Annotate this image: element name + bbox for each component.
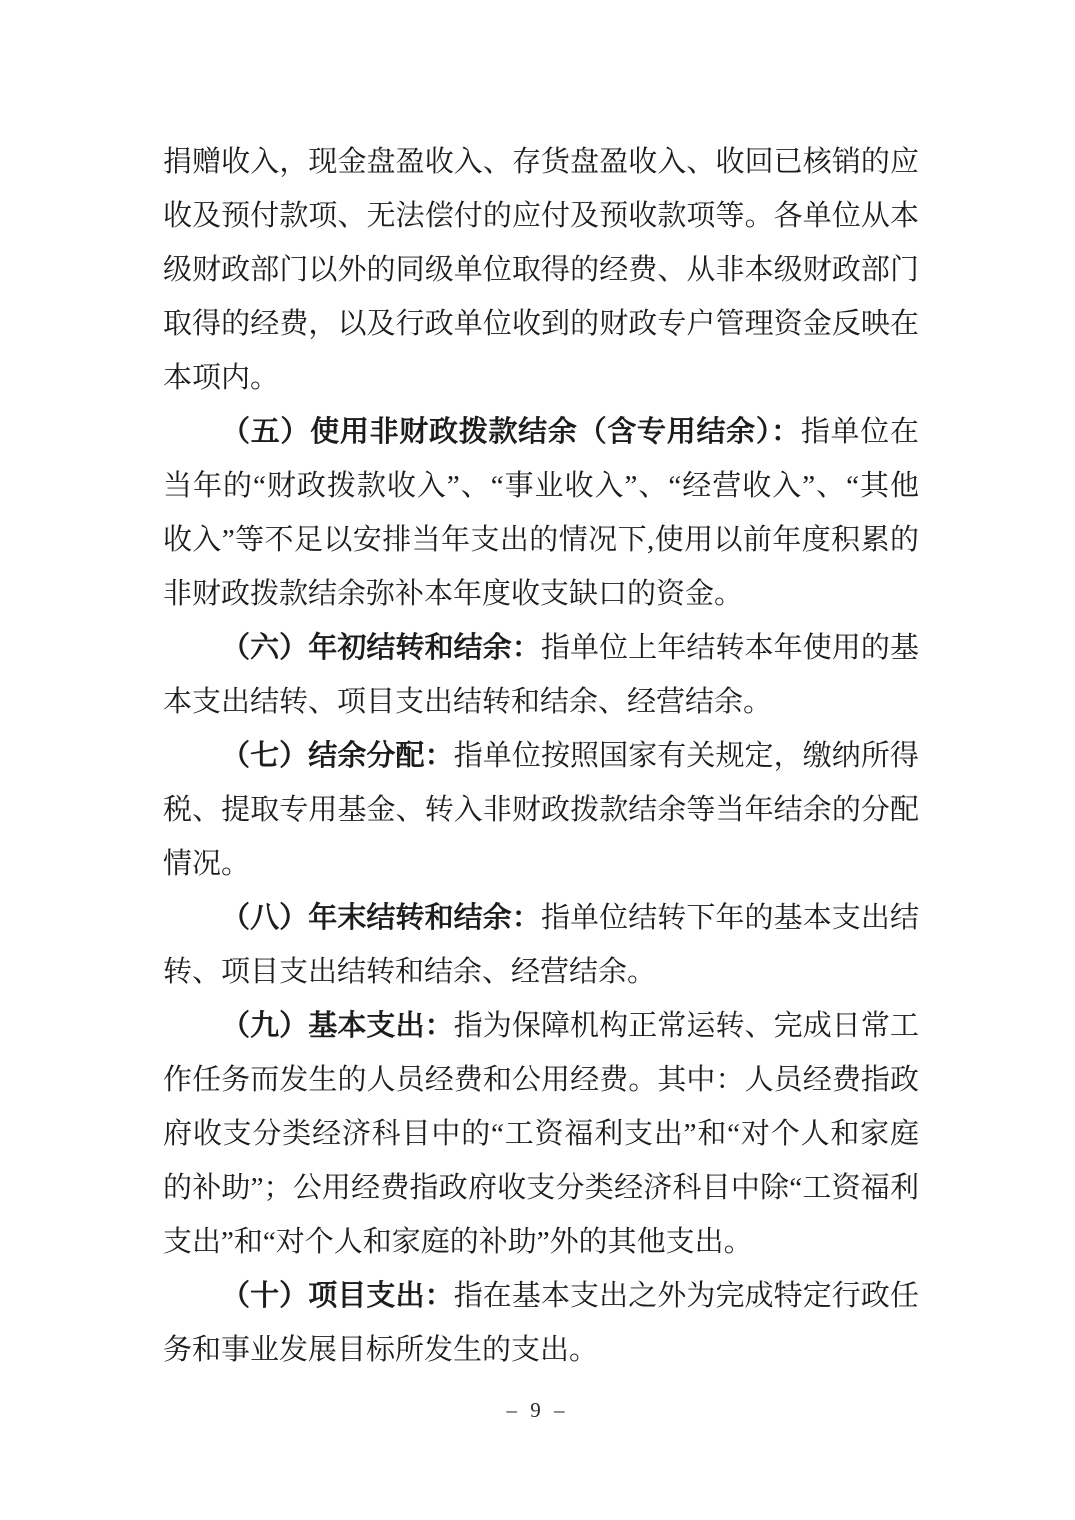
paragraph-heading: （八）年末结转和结余：: [221, 902, 541, 934]
paragraph-text: 指单位上年结转本年使用的基本支出结转、项目支出结转和结余、经营结余。: [163, 632, 919, 718]
paragraph-heading: （七）结余分配：: [221, 740, 454, 772]
paragraph-text: 指单位在当年的“财政拨款收入”、“事业收入”、“经营收入”、“其他收入”等不足以安排当年支出的情况下,使用以前年度积累的非财政拨款结余弥补本年度收支缺口的资金。: [163, 416, 919, 610]
paragraph-item-7: [163, 729, 919, 891]
paragraph-text: 指单位结转下年的基本支出结转、项目支出结转和结余、经营结余。: [163, 902, 919, 988]
paragraph-text: 指单位按照国家有关规定，缴纳所得税、提取专用基金、转入非财政拨款结余等当年结余的分配情况。: [163, 740, 919, 880]
page-number: – 9 –: [506, 1398, 569, 1422]
document-text-block: [163, 135, 919, 1377]
paragraph-text: 捐赠收入，现金盘盈收入、存货盘盈收入、收回已核销的应收及预付款项、无法偿付的应付及预收款项等。各单位从本级财政部门以外的同级单位取得的经费、从非本级财政部门取得的经费，以及行政单位收到的财政专户管理资金反映在本项内。: [163, 146, 919, 394]
paragraph-text: 指为保障机构正常运转、完成日常工作任务而发生的人员经费和公用经费。其中：人员经费指政府收支分类经济科目中的“工资福利支出”和“对个人和家庭的补助”；公用经费指政府收支分类经济科目中除“工资福利支出”和“对个人和家庭的补助”外的其他支出。: [163, 1010, 919, 1258]
paragraph-item-5: [163, 405, 919, 621]
paragraph-heading: （十）项目支出：: [221, 1280, 454, 1312]
paragraph-item-9: [163, 999, 919, 1269]
paragraph-heading: （九）基本支出：: [221, 1010, 454, 1042]
paragraph-item-6: [163, 621, 919, 729]
paragraph-heading: （六）年初结转和结余：: [221, 632, 541, 664]
paragraph-text: 指在基本支出之外为完成特定行政任务和事业发展目标所发生的支出。: [163, 1280, 919, 1366]
paragraph-heading: （五）使用非财政拨款结余（含专用结余）：: [221, 416, 801, 448]
paragraph-item-8: [163, 891, 919, 999]
paragraph-continuation: [163, 135, 919, 405]
paragraph-item-10: [163, 1269, 919, 1377]
